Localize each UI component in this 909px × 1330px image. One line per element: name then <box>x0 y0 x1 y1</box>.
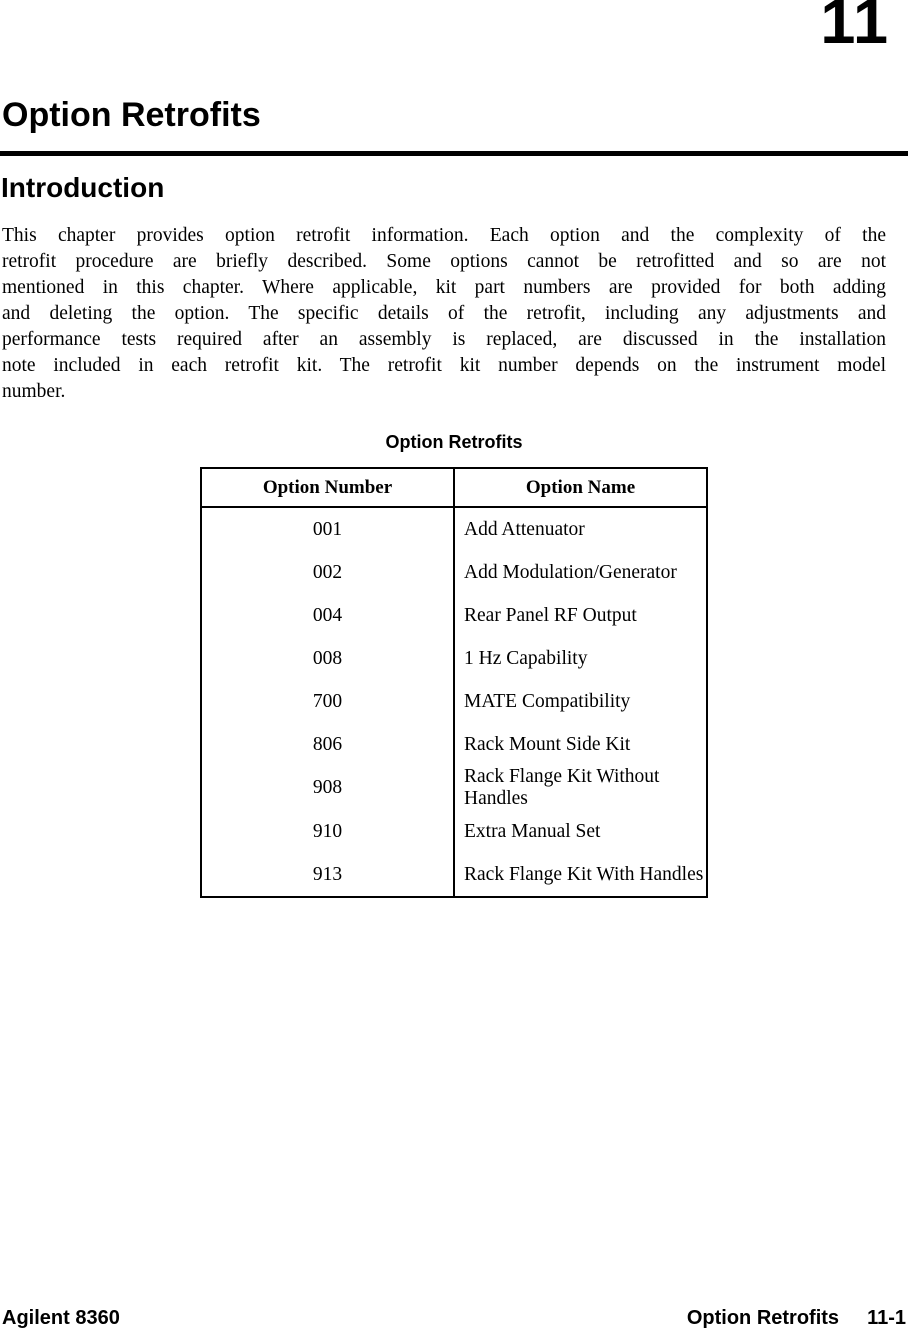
option-retrofits-table <box>200 467 708 898</box>
option-name-cell: MATE Compatibility <box>454 680 707 723</box>
option-number-cell: 004 <box>312 604 343 626</box>
footer-page-number: 11-1 <box>867 1307 906 1329</box>
paragraph-line: and deleting the option. The specific details of the retrofit, including any adjustments and <box>2 303 886 324</box>
option-number-cell: 700 <box>312 690 343 712</box>
footer-chapter-title: Option Retrofits <box>686 1307 840 1329</box>
header-row <box>201 468 707 507</box>
option-table-header <box>201 468 707 507</box>
option-number-cell: 002 <box>312 561 343 583</box>
table-row <box>201 637 707 680</box>
page-title: Option Retrofits <box>2 96 261 134</box>
option-number-cell: 008 <box>312 647 343 669</box>
title-rule <box>0 151 908 156</box>
paragraph-line: note included in each retrofit kit. The retrofit kit number depends on the instrument model <box>2 355 886 376</box>
table-row <box>201 766 707 810</box>
paragraph-line: This chapter provides option retrofit information. Each option and the complexity of the <box>2 225 886 246</box>
footer-right <box>687 1308 906 1328</box>
paragraph-line: retrofit procedure are briefly described. Some options cannot be retrofitted and so are not <box>2 251 886 272</box>
option-name-cell: Add Modulation/Generator <box>454 551 707 594</box>
option-table-body <box>201 507 707 897</box>
option-name-cell: Rack Flange Kit Without Handles <box>454 766 707 810</box>
intro-paragraph <box>2 223 886 405</box>
option-name-cell: Add Attenuator <box>454 507 707 551</box>
table-row <box>201 507 707 551</box>
column-header-option-name: Option Name <box>454 468 707 507</box>
option-name-cell: Rear Panel RF Output <box>454 594 707 637</box>
option-name-cell: Rack Flange Kit With Handles <box>454 853 707 897</box>
table-row <box>201 810 707 853</box>
paragraph-line: performance tests required after an assembly is replaced, are discussed in the installation <box>2 329 886 350</box>
option-number-cell: 908 <box>312 777 343 798</box>
column-header-option-number: Option Number <box>201 468 454 507</box>
table-row <box>201 594 707 637</box>
option-name-cell: 1 Hz Capability <box>454 637 707 680</box>
option-number-cell: 001 <box>312 518 343 540</box>
option-name-cell: Extra Manual Set <box>454 810 707 853</box>
table-row <box>201 853 707 897</box>
option-number-cell: 806 <box>312 733 343 755</box>
paragraph-line: mentioned in this chapter. Where applicable, kit part numbers are provided for both adding <box>2 277 886 298</box>
footer-product-name: Agilent 8360 <box>2 1307 120 1329</box>
option-name-cell: Rack Mount Side Kit <box>454 723 707 766</box>
option-number-cell: 910 <box>312 820 343 842</box>
option-number-cell: 913 <box>312 863 343 885</box>
paragraph-line: number. <box>2 381 66 402</box>
table-row <box>201 723 707 766</box>
table-row <box>201 680 707 723</box>
table-title: Option Retrofits <box>385 432 523 452</box>
section-heading-introduction: Introduction <box>1 172 165 203</box>
table-row <box>201 551 707 594</box>
chapter-number: 11 <box>820 0 889 57</box>
